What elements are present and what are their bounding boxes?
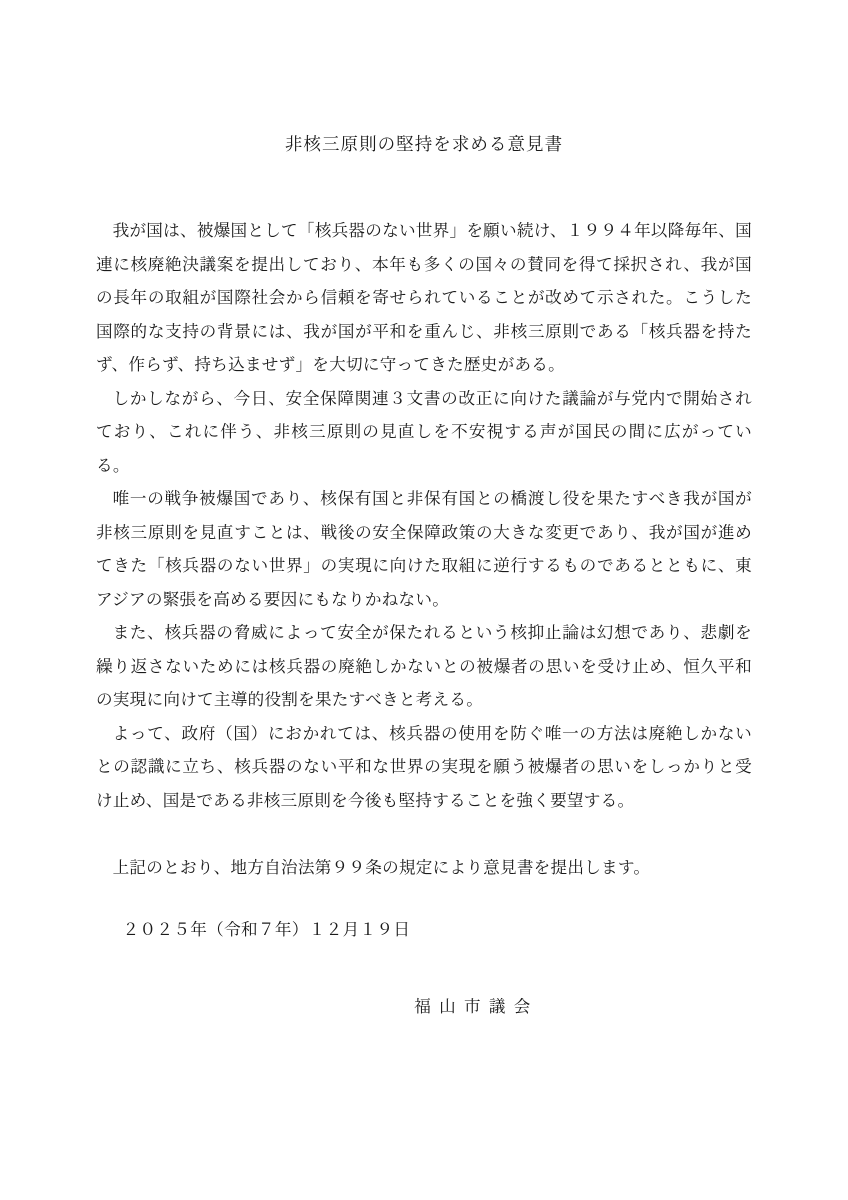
paragraph-1: 我が国は、被爆国として「核兵器のない世界」を願い続け、１９９４年以降毎年、国連に核廃絶決議案を提出しており、本年も多くの国々の賛同を得て採択され、我が国の長年の取組が国際社会から信頼を寄せられていることが改めて示された。こうした国際的な支持の背景には、我が国が平和を重んじ、非核三原則である「核兵器を持たず、作らず、持ち込ませず」を大切に守ってきた歴史がある。	[96, 221, 752, 375]
document-signature: 福山市議会	[414, 996, 539, 1016]
paragraph-4: また、核兵器の脅威によって安全が保たれるという核抑止論は幻想であり、悲劇を繰り返さないためには核兵器の廃絶しかないとの被爆者の思いを受け止め、恒久平和の実現に向けて主導的役割を果たすべきと考える。	[96, 623, 752, 710]
page-title: 非核三原則の堅持を求める意見書	[284, 134, 564, 154]
paragraph-5: よって、政府（国）におかれては、核兵器の使用を防ぐ唯一の方法は廃絶しかないとの認識に立ち、核兵器のない平和な世界の実現を願う被爆者の思いをしっかりと受け止め、国是である非核三原則を今後も堅持することを強く要望する。	[96, 723, 752, 810]
paragraph-3: 唯一の戦争被爆国であり、核保有国と非保有国との橋渡し役を果たすべき我が国が非核三原則を見直すことは、戦後の安全保障政策の大きな変更であり、我が国が進めてきた「核兵器のない世界」の実現に向けた取組に逆行するものであるとともに、東アジアの緊張を高める要因にもなりかねない。	[96, 489, 752, 609]
document-body	[96, 214, 752, 817]
document-date: ２０２５年（令和７年）１２月１９日	[122, 919, 411, 939]
paragraph-2: しかしながら、今日、安全保障関連３文書の改正に向けた議論が与党内で開始されており、これに伴う、非核三原則の見直しを不安視する声が国民の間に広がっている。	[96, 388, 752, 475]
submission-note: 上記のとおり、地方自治法第９９条の規定により意見書を提出します。	[112, 858, 651, 878]
submission-block	[96, 851, 752, 1023]
